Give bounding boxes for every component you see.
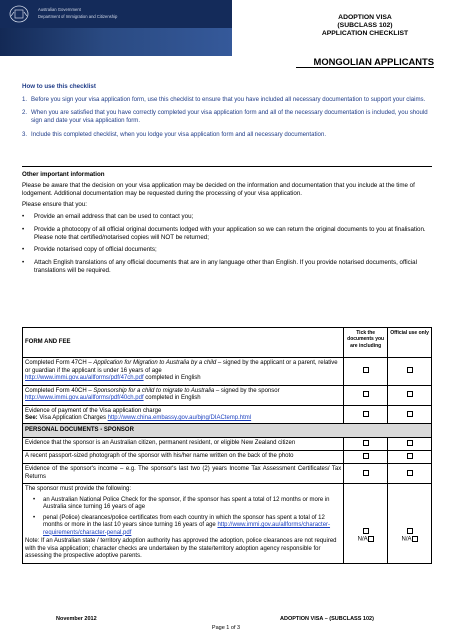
department-name: Department of Immigration and Citizenship [38,14,118,19]
row-text: Completed Form 47CH – [25,360,94,366]
na-label: N/A [357,536,368,543]
visa-charges-link[interactable]: http://www.china.embassy.gov.au/bjng/DIACtemp.html [107,415,252,421]
footer-title: ADOPTION VISA – (SUBCLASS 102) [280,616,374,622]
how-to-item [22,131,432,139]
tick-column-header: Tick the documents you are including [344,328,388,358]
ensure-text: Provide a photocopy of all official original documents lodged with your application so we can return the original documents to you at finalisation. Please note that certified/notarised copies will NOT be returned; [34,225,426,241]
row-description: A recent passport-sized photograph of the sponsor with his/her name written on the back of the photo [23,451,344,464]
tick-cell [344,385,388,405]
official-cell [388,385,432,405]
row-text: completed in English [143,395,201,401]
official-checkbox[interactable] [407,470,413,476]
official-cell [388,405,432,425]
page-number: Page 1 of 3 [211,625,241,631]
banner-band [0,28,232,56]
how-to-item [22,109,432,124]
tick-cell [344,358,388,386]
government-banner [0,0,232,56]
applicant-country-title: MONGOLIAN APPLICANTS [313,56,434,67]
sub-bullet [33,497,341,512]
tick-checkbox[interactable] [363,470,369,476]
sub-bullet-text-part: penal (Police) clearances/police certificates from each country in which the sponsor has spent a total of 12 months or more in the last 10 years since turning 16 years of age [43,514,325,529]
government-name: Australian Government [38,7,81,12]
ensure-item [22,213,432,221]
bullet-icon: • [33,496,36,503]
form-40ch-link[interactable]: http://www.immi.gov.au/allforms/pdf/40ch.pdf [25,395,144,401]
ensure-list [22,213,432,275]
tick-checkbox[interactable] [363,453,369,459]
document-title [300,14,430,38]
title-line-3: APPLICATION CHECKLIST [321,30,409,38]
table-row [23,358,432,386]
title-line-1: ADOPTION VISA [338,14,392,21]
official-column-header: Official use only [388,328,432,358]
table-row [23,438,432,451]
sub-bullet-text [43,515,341,538]
form-name: Application for Migration to Australia by a child [93,360,217,366]
title-rule [296,67,434,68]
row-description [23,484,344,564]
item-number: 3. [22,130,28,138]
item-number: 2. [22,109,28,117]
row-description [23,405,344,425]
official-cell [388,484,432,564]
official-checkbox[interactable] [407,528,413,534]
how-to-heading: How to use this checklist [22,83,96,90]
row-text: Evidence of payment of the Visa application charge [25,407,162,414]
tick-checkbox[interactable] [363,411,369,417]
official-checkbox[interactable] [407,411,413,417]
tick-cell [344,451,388,464]
tick-cell [344,405,388,425]
row-description: Evidence of the sponsor's income – e.g. The sponsor's last two (2) years Income Tax Assessment Certificates/ Tax Returns [23,464,344,484]
tick-na-checkbox[interactable] [368,536,374,542]
official-cell [388,358,432,386]
tick-checkbox[interactable] [363,440,369,446]
other-info-section [22,166,432,280]
item-text: Include this completed checklist, when you lodge your visa application form and all necessary documentation. [31,130,327,138]
row-intro: The sponsor must provide the following: [25,486,132,493]
item-text: When you are satisfied that you have correctly completed your visa application form and all of the necessary documentation is included, you should sign and date your visa application form. [31,109,428,124]
other-info-paragraph: Please be aware that the decision on your visa application may be decided on the information and documentation that you include at the time of lodgement. Additional documentation may be requested during the processing of your visa application. [22,181,415,197]
bullet-icon: • [22,213,25,220]
title-line-2: (SUBCLASS 102) [337,22,393,30]
row-description: Evidence that the sponsor is an Australian citizen, permanent resident, or eligible New Zealand citizen [23,438,344,451]
bullet-icon: • [22,259,25,266]
tick-cell [344,464,388,484]
section-heading: PERSONAL DOCUMENTS - SPONSOR [23,424,432,438]
official-checkbox[interactable] [407,440,413,446]
official-cell [388,464,432,484]
item-text: Before you sign your visa application form, use this checklist to ensure that you have included all necessary documentation to support your claims. [31,95,426,103]
tick-checkbox[interactable] [363,367,369,373]
ensure-item [22,259,432,275]
ensure-item [22,246,432,254]
table-row [23,464,432,484]
row-text: – signed by the applicant or a parent, relative or guardian if the applicant is under 16 years of age [25,360,338,374]
row-text: – signed by the sponsor [214,387,280,394]
table-row [23,385,432,405]
tick-checkbox[interactable] [363,528,369,534]
table-row [23,405,432,425]
row-note: Note: If an Australian state / territory adoption authority has approved the adoption, police clearances are not required with the visa application; character checks are undertaken by the state/territory adoption agency responsible for assessing the prospective adoptive parents. [25,538,337,560]
ensure-paragraph: Please ensure that you: [22,201,88,209]
penal-clearance-link[interactable]: http://www.immi.gov.au/allforms/character-requirements/character-penal.pdf [43,522,331,536]
ensure-text: Attach English translations of any official documents that are in any language other than English. If you provide notarised documents, official translations will be required. [34,259,417,274]
table-row [23,484,432,564]
section-heading: FORM AND FEE [23,328,344,358]
coat-of-arms-icon [8,4,30,24]
sub-bullet-text: an Australian National Police Check for the sponsor, if the sponsor has spent a total of 12 months or more in Australia since turning 16 years of age [43,496,330,511]
official-cell [388,451,432,464]
official-na-checkbox[interactable] [412,536,418,542]
bullet-icon: • [22,246,25,254]
how-to-item [22,96,432,104]
row-text: Completed Form 40CH – [25,387,94,394]
how-to-list [22,96,432,138]
tick-cell [344,438,388,451]
ensure-text: Provide notarised copy of official documents; [34,246,157,254]
bullet-icon: • [33,514,36,521]
row-description [23,385,344,405]
form-and-fee-table [22,327,432,426]
ensure-item [22,226,432,242]
form-47ch-link[interactable]: http://www.immi.gov.au/allforms/pdf/47ch.pdf [25,375,144,381]
table-header-row [23,328,432,358]
sub-bullet [33,515,341,538]
official-checkbox[interactable] [407,391,413,397]
ensure-text: Provide an email address that can be used to contact you; [34,213,194,220]
see-label: See: [25,415,38,421]
table-row [23,451,432,464]
row-text: Visa Application Charges [37,415,108,421]
official-checkbox[interactable] [407,453,413,459]
personal-documents-table [22,423,432,564]
footer-date: November 2012 [56,616,97,622]
tick-checkbox[interactable] [363,391,369,397]
other-info-heading: Other important information [22,171,105,178]
na-label: N/A [401,536,412,543]
tick-cell [344,484,388,564]
table-header-row [23,424,432,438]
official-checkbox[interactable] [407,367,413,373]
page-header [0,0,452,67]
row-description [23,358,344,386]
item-number: 1. [22,95,28,103]
official-cell [388,438,432,451]
how-to-section [22,83,432,144]
form-name: Sponsorship for a child to migrate to Australia [93,387,215,394]
row-text: completed in English [143,375,201,381]
bullet-icon: • [22,225,25,233]
